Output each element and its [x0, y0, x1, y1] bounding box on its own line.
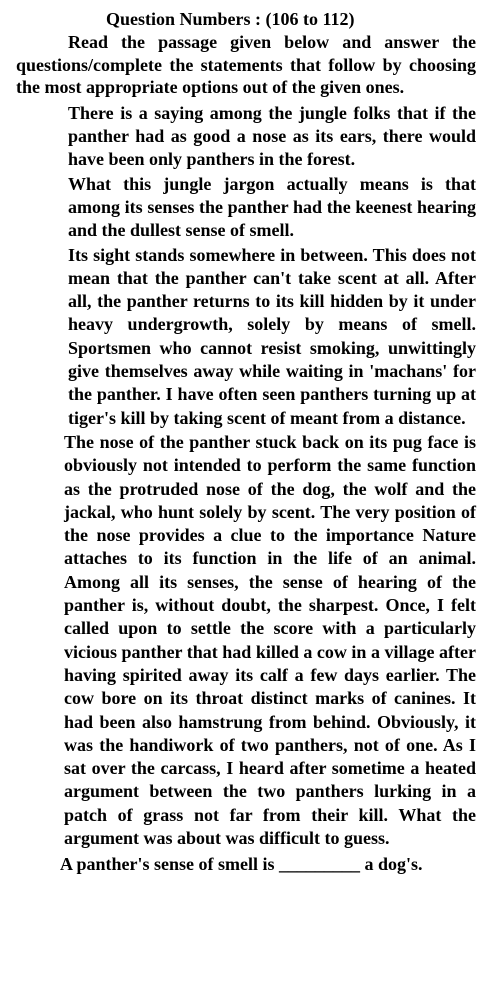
question-numbers-heading: Question Numbers : (106 to 112) — [106, 9, 355, 29]
question-statement: A panther's sense of smell is _________ a dog's. — [60, 854, 423, 875]
passage-paragraph-2: What this jungle jargon actually means is that among its senses the panther had the keenest hearing and the dullest sense of smell. — [68, 173, 476, 241]
passage-paragraph-4: The nose of the panther stuck back on its pug face is obviously not intended to perform the same function as the protruded nose of the dog, the wolf and the jackal, who hunt solely by scent. The very position of the nose provides a clue to the importance Nature attaches to its function in the life of an animal. Among all its senses, the sense of hearing of the panther is, without doubt, the sharpest. Once, I felt called upon to settle the score with a particularly vicious panther that had killed a cow in a village after having spirited away its calf a few days earlier. The cow bore on its throat distinct marks of canines. It had been also hamstrung from behind. Obviously, it was the handiwork of two panthers, not of one. As I sat over the carcass, I heard after sometime a heated argument between the two panthers lurking in a patch of grass not far from their kill. What the argument was about was difficult to guess. — [64, 431, 476, 848]
passage-paragraph-3: Its sight stands somewhere in between. This does not mean that the panther can't take scent at all. After all, the panther returns to its kill hidden by it under heavy undergrowth, solely by means of smell. Sportsmen who cannot resist smoking, unwittingly give themselves away while waiting in 'machans' for the panther. I have often seen panthers turning up at tiger's kill by taking scent of meant from a distance. — [68, 244, 476, 428]
passage-paragraph-1: There is a saying among the jungle folks that if the panther had as good a nose as its ears, there would have been only panthers in the forest. — [68, 102, 476, 170]
instruction-text: Read the passage given below and answer the questions/complete the statements that follow by choosing the most appropriate options out of the given ones. — [16, 32, 476, 98]
